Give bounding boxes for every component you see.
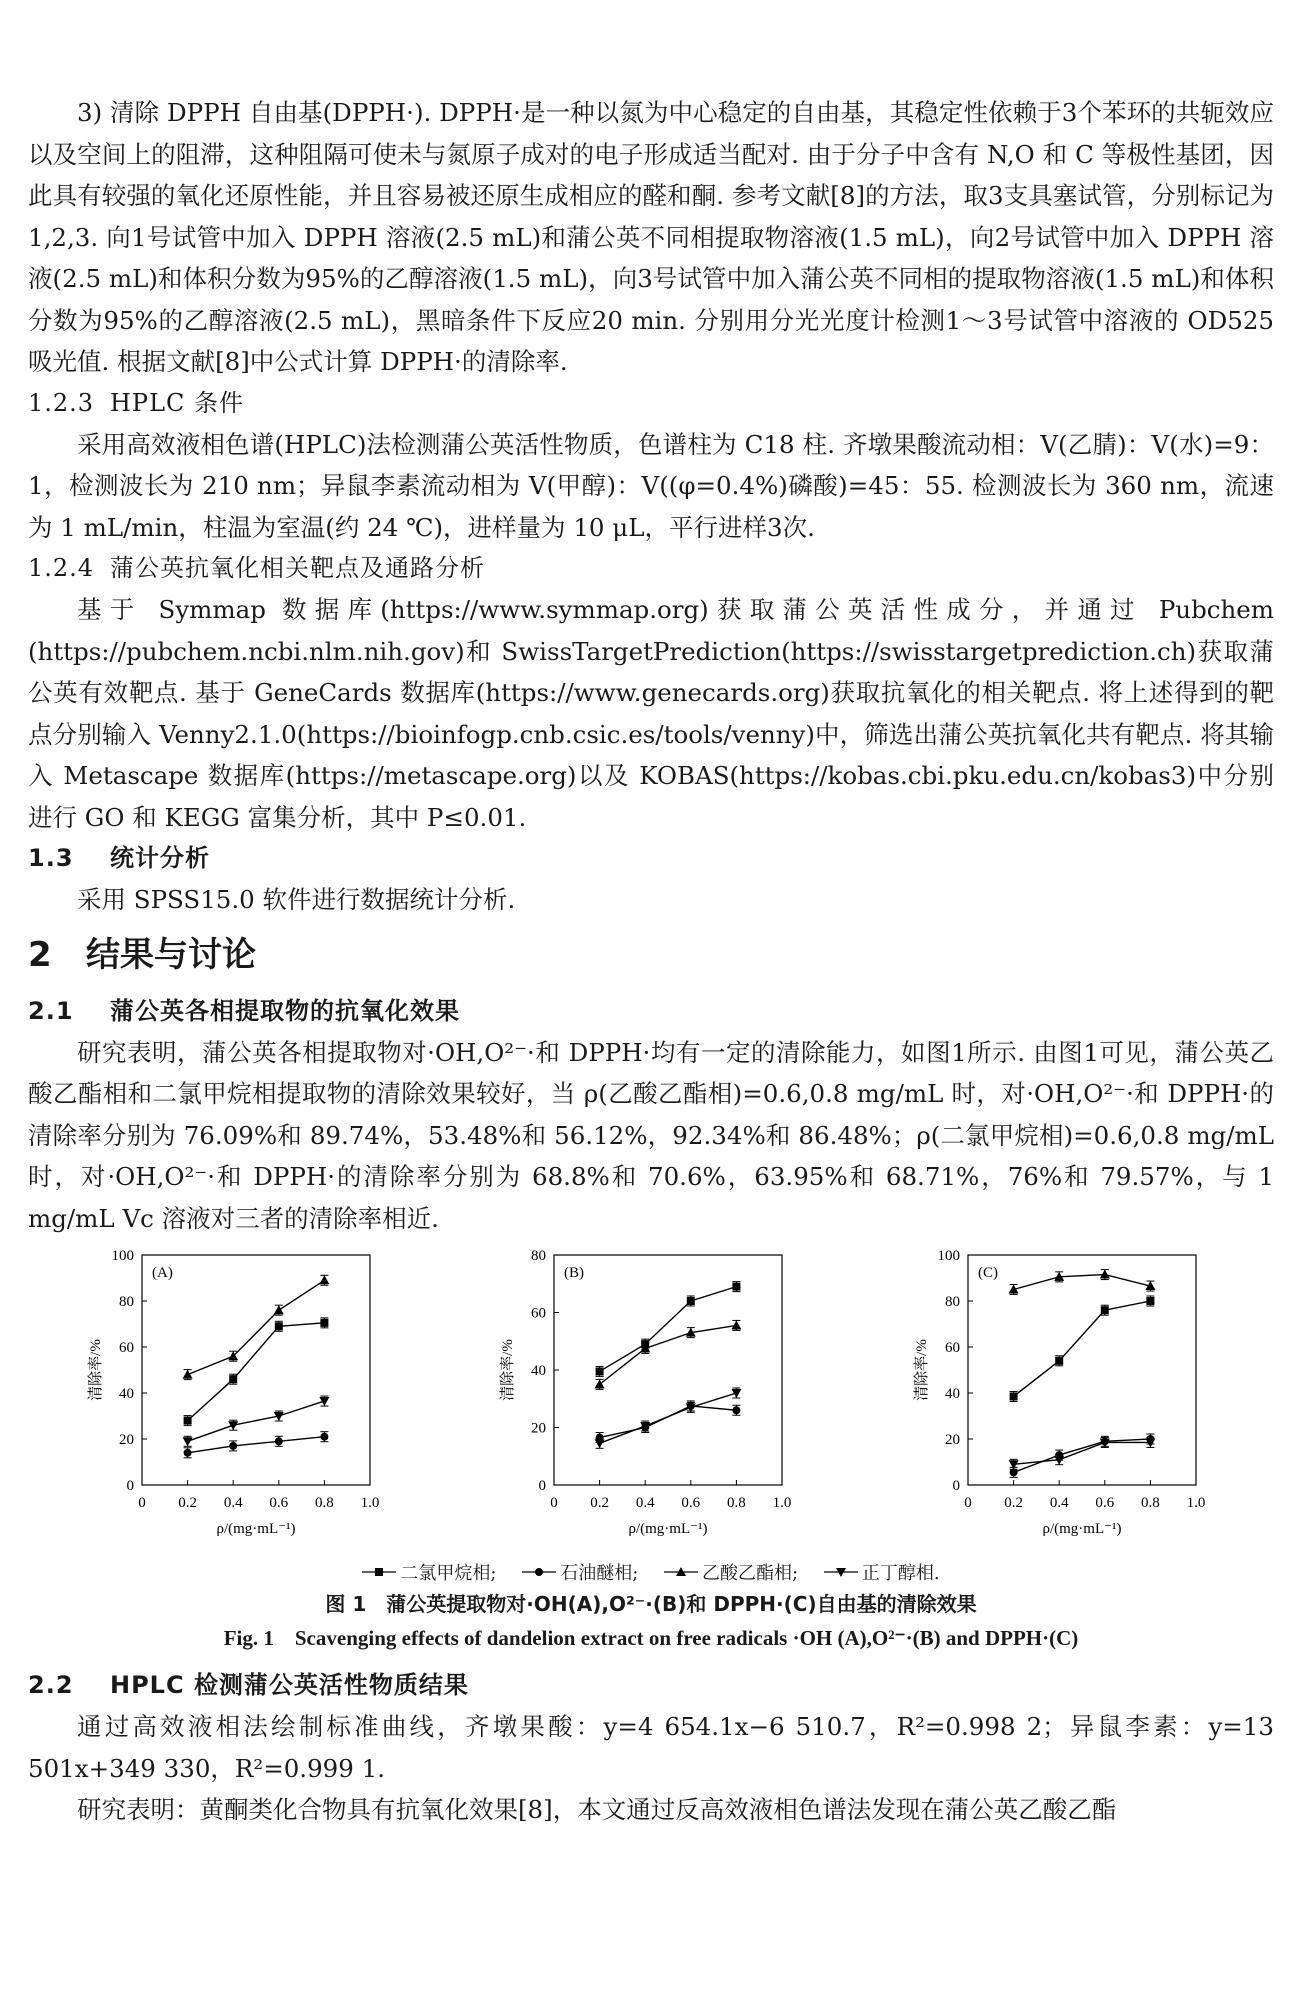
series-line: [188, 1323, 325, 1421]
section-title: HPLC 条件: [110, 388, 245, 417]
data-point: [275, 1322, 283, 1330]
section-title: 蒲公英抗氧化相关靶点及通路分析: [110, 554, 485, 582]
series-line: [1014, 1275, 1151, 1290]
section-heading-2-2: [28, 1665, 1274, 1706]
x-tick-label: 0: [964, 1495, 972, 1511]
data-point: [596, 1367, 604, 1375]
data-point: [184, 1417, 192, 1425]
legend-item-n-butanol: 正丁醇相.: [824, 1559, 940, 1585]
series-line: [1014, 1301, 1151, 1396]
x-axis-label: ρ/(mg·mL⁻¹): [216, 1521, 296, 1537]
y-tick-label: 20: [119, 1432, 134, 1448]
section-number: 2: [28, 934, 52, 975]
data-point: [229, 1442, 237, 1450]
series-line: [188, 1280, 325, 1374]
paragraph-hplc: 采用高效液相色谱(HPLC)法检测蒲公英活性物质，色谱柱为 C18 柱. 齐墩果酸流动相：V(乙腈)：V(水)=9：1，检测波长为 210 nm；异鼠李素流动相为 V(甲醇)：V((φ=0.4%)磷酸)=45：55. 检测波长为 360 nm，流速为 1 mL/min，柱温为室温(约 24 ℃)，进样量为 10 μL，平行进样3次.: [28, 429, 1274, 542]
data-point: [319, 1275, 329, 1284]
y-axis-label: 清除率/%: [88, 1339, 104, 1401]
data-point: [732, 1406, 740, 1414]
series-line: [188, 1401, 325, 1441]
panel-label: (C): [978, 1265, 998, 1281]
section-title: 统计分析: [110, 844, 210, 872]
y-tick-label: 100: [111, 1248, 134, 1264]
section-heading-2: [28, 933, 1274, 977]
section-title: HPLC 检测蒲公英活性物质结果: [110, 1671, 469, 1699]
plot-frame: [554, 1255, 782, 1485]
legend-item-dichloromethane: 二氯甲烷相;: [362, 1559, 496, 1585]
y-tick-label: 20: [531, 1420, 546, 1437]
series-line: [1014, 1442, 1151, 1464]
section-heading-1-2-3: [28, 383, 1274, 424]
y-tick-label: 60: [945, 1340, 960, 1356]
data-point: [595, 1379, 605, 1388]
paragraph-last: 研究表明：黄酮类化合物具有抗氧化效果[8]，本文通过反高效液相色谱法发现在蒲公英乙酸乙酯: [77, 1795, 1117, 1824]
data-point: [1146, 1297, 1154, 1305]
paragraph-target: 基于 Symmap 数据库(https://www.symmap.org)获取蒲公英活性成分，并通过 Pubchem (https://pubchem.ncbi.nlm.nih.gov)和 SwissTargetPrediction(https://swisstargetprediction.ch)获取蒲公英有效靶点. 基于 GeneCards 数据库(https://www.genecards.org)获取抗氧化的相关靶点. 将上述得到的靶点分别输入 Venny2.1.0(https://bioinfogp.cnb.csic.es/tools/venny)中，筛选出蒲公英抗氧化共有靶点. 将其输入 Metascape 数据库(https://metascape.org)以及 KOBAS(https://kobas.cbi.pku.edu.cn/kobas3)中分别进行 GO 和 KEGG 富集分析，其中 P≤0.01.: [28, 595, 1274, 832]
data-point: [1009, 1460, 1019, 1469]
data-point: [320, 1319, 328, 1327]
paragraph-stat: 采用 SPSS15.0 软件进行数据统计分析.: [77, 885, 516, 914]
x-axis-label: ρ/(mg·mL⁻¹): [628, 1521, 708, 1537]
figure-caption-zh: 图 1 蒲公英提取物对·OH(A),O²⁻·(B)和 DPPH·(C)自由基的清除效果: [325, 1592, 977, 1616]
x-tick-label: 0.4: [1049, 1495, 1069, 1511]
section-title: 结果与讨论: [86, 934, 256, 975]
figure-caption-en: Fig. 1 Scavenging effects of dandelion extract on free radicals ·OH (A),O²⁻·(B) and DPPH·(C): [223, 1626, 1079, 1650]
x-tick-label: 1.0: [1186, 1495, 1206, 1511]
data-point: [1101, 1306, 1109, 1314]
section-number: 2.2: [28, 1671, 74, 1699]
data-point: [687, 1297, 695, 1305]
x-axis-label: ρ/(mg·mL⁻¹): [1042, 1521, 1122, 1537]
data-point: [732, 1283, 740, 1291]
page-content: [28, 92, 1274, 1831]
figure-1: [28, 1247, 1274, 1557]
x-tick-label: 0: [138, 1495, 146, 1511]
x-tick-label: 0.2: [590, 1495, 609, 1511]
data-point: [184, 1449, 192, 1457]
section-number: 1.3: [28, 844, 74, 872]
y-tick-label: 20: [945, 1432, 960, 1448]
y-tick-label: 80: [945, 1294, 960, 1310]
y-axis-label: 清除率/%: [914, 1339, 930, 1401]
series-line: [600, 1393, 737, 1443]
x-tick-label: 0: [550, 1495, 558, 1511]
y-axis-label: 清除率/%: [500, 1339, 516, 1401]
paragraph-result: 研究表明，蒲公英各相提取物对·OH,O²⁻·和 DPPH·均有一定的清除能力，如图1所示. 由图1可见，蒲公英乙酸乙酯相和二氯甲烷相提取物的清除效果较好，当 ρ(乙酸乙酯相)=0.6,0.8 mg/mL 时，对·OH,O²⁻·和 DPPH·的清除率分别为 76.09%和 89.74%，53.48%和 56.12%，92.34%和 86.48%；ρ(二氯甲烷相)=0.6,0.8 mg/mL 时，对·OH,O²⁻·和 DPPH·的清除率分别为 68.8%和 70.6%，63.95%和 68.71%，76%和 79.57%，与 1 mg/mL Vc 溶液对三者的清除率相近.: [28, 1037, 1274, 1233]
data-point: [275, 1437, 283, 1445]
data-point: [229, 1375, 237, 1383]
x-tick-label: 0.8: [727, 1495, 746, 1511]
y-tick-label: 40: [531, 1363, 546, 1379]
paragraph-standard-curve: 通过高效液相法绘制标准曲线，齐墩果酸：y=4 654.1x−6 510.7，R²=0.998 2；异鼠李素：y=13 501x+349 330，R²=0.999 1.: [28, 1712, 1274, 1783]
chart-c: [894, 1247, 1274, 1561]
section-heading-2-1: [28, 991, 1274, 1032]
x-tick-label: 0.4: [223, 1495, 243, 1511]
section-number: 1.2.4: [28, 554, 95, 582]
plot-frame: [142, 1255, 370, 1485]
section-number: 1.2.3: [28, 388, 95, 417]
series-line: [1014, 1439, 1151, 1472]
chart-b: [480, 1247, 860, 1561]
section-title: 蒲公英各相提取物的抗氧化效果: [110, 996, 460, 1025]
y-tick-label: 40: [945, 1386, 960, 1402]
x-tick-label: 0.4: [635, 1495, 655, 1511]
figure-legend: [28, 1559, 1274, 1587]
panel-label: (B): [564, 1265, 584, 1281]
x-tick-label: 0.8: [315, 1495, 334, 1511]
x-tick-label: 0.2: [1004, 1495, 1023, 1511]
section-heading-1-3: [28, 838, 1274, 879]
paragraph-dpph: 3) 清除 DPPH 自由基(DPPH·). DPPH·是一种以氮为中心稳定的自由基，其稳定性依赖于3个苯环的共轭效应以及空间上的阻滞，这种阻隔可使未与氮原子成对的电子形成适当配对. 由于分子中含有 N,O 和 C 等极性基团，因此具有较强的氧化还原性能，并且容易被还原生成相应的醛和酮. 参考文献[8]的方法，取3支具塞试管，分别标记为1,2,3. 向1号试管中加入 DPPH 溶液(2.5 mL)和蒲公英不同相提取物溶液(1.5 mL)，向2号试管中加入 DPPH 溶液(2.5 mL)和体积分数为95%的乙醇溶液(1.5 mL)，向3号试管中加入蒲公英不同相的提取物溶液(1.5 mL)和体积分数为95%的乙醇溶液(2.5 mL)，黑暗条件下反应20 min. 分别用分光光度计检测1～3号试管中溶液的 OD525 吸光值. 根据文献[8]中公式计算 DPPH·的清除率.: [28, 98, 1274, 376]
x-tick-label: 0.6: [681, 1495, 701, 1511]
section-heading-1-2-4: [28, 548, 1274, 589]
series-line: [188, 1437, 325, 1453]
y-tick-label: 80: [531, 1248, 546, 1264]
legend-item-petroleum-ether: 石油醚相;: [522, 1559, 638, 1585]
y-tick-label: 80: [119, 1294, 134, 1310]
data-point: [183, 1437, 193, 1446]
x-tick-label: 1.0: [772, 1495, 792, 1511]
chart-a: [68, 1247, 448, 1561]
data-point: [595, 1439, 605, 1448]
x-tick-label: 0.6: [1095, 1495, 1115, 1511]
data-point: [1055, 1357, 1063, 1365]
x-tick-label: 1.0: [360, 1495, 380, 1511]
x-tick-label: 0.8: [1141, 1495, 1160, 1511]
legend-item-ethyl-acetate: 乙酸乙酯相;: [664, 1559, 798, 1585]
section-number: 2.1: [28, 996, 74, 1025]
y-tick-label: 100: [937, 1248, 960, 1264]
data-point: [183, 1370, 193, 1379]
y-tick-label: 0: [952, 1478, 960, 1494]
data-point: [731, 1320, 741, 1329]
panel-label: (A): [152, 1265, 173, 1281]
x-tick-label: 0.6: [269, 1495, 289, 1511]
data-point: [320, 1433, 328, 1441]
y-tick-label: 40: [119, 1386, 134, 1402]
y-tick-label: 60: [119, 1340, 134, 1356]
series-line: [600, 1406, 737, 1438]
data-point: [274, 1305, 284, 1314]
series-line: [600, 1325, 737, 1384]
y-tick-label: 0: [126, 1478, 134, 1494]
y-tick-label: 0: [538, 1478, 546, 1494]
y-tick-label: 60: [531, 1305, 546, 1322]
x-tick-label: 0.2: [178, 1495, 197, 1511]
data-point: [1010, 1392, 1018, 1400]
